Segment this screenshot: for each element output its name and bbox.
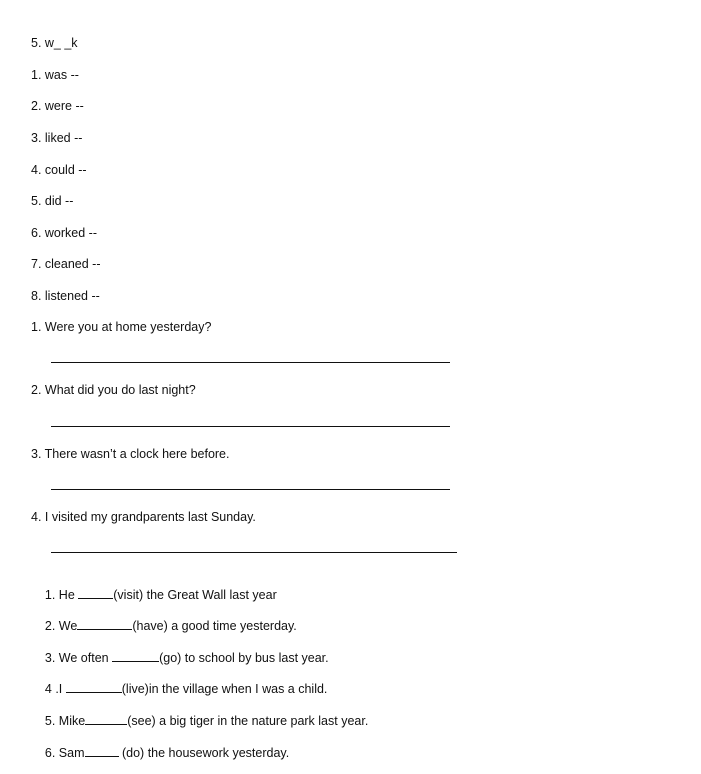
fill-blank-4[interactable] [66,681,122,693]
fill-blank-3[interactable] [112,650,159,662]
fill-item-text: 5. Mike [44,714,86,728]
question-2: 2. What did you do last night? [31,383,196,397]
list-item: 1. was -- [31,68,79,82]
fill-blank-1[interactable] [78,587,113,599]
list-item: 2. were -- [31,99,84,113]
answer-line-4[interactable] [51,552,457,553]
fill-blank-5[interactable] [85,713,127,725]
fill-item-text: (live)in the village when I was a child. [121,682,328,696]
fill-item-text: (have) a good time yesterday. [132,619,297,633]
fill-item-text: (do) the housework yesterday. [118,746,290,760]
fill-item-text: 6. Sam [44,746,85,760]
list-item: 7. cleaned -- [31,257,101,271]
question-1: 1. Were you at home yesterday? [31,320,212,334]
fill-item-text: (visit) the Great Wall last year [113,588,277,602]
list-item: 6. worked -- [31,226,97,240]
fill-item-text: 2. We [44,619,78,633]
answer-line-2[interactable] [51,426,450,427]
question-4: 4. I visited my grandparents last Sunday. [31,510,256,524]
answer-line-3[interactable] [51,489,450,490]
fill-item-text: 3. We often [44,651,113,665]
list-item: 5. did -- [31,194,74,208]
fill-item-text: (see) a big tiger in the nature park last year. [127,714,369,728]
fill-item-text: (go) to school by bus last year. [159,651,329,665]
list-item: 4. could -- [31,163,87,177]
fill-blank-6[interactable] [85,745,119,757]
question-3: 3. There wasn’t a clock here before. [31,447,230,461]
answer-line-1[interactable] [51,362,450,363]
list-item: 8. listened -- [31,289,100,303]
fill-item-text: 1. He [44,588,79,602]
fill-item-6 [31,731,289,774]
fill-item-text: 4 .I [44,682,66,696]
list-item: 3. liked -- [31,131,83,145]
fill-blank-2[interactable] [77,618,132,630]
word-puzzle-5: 5. w_ _k [31,36,78,50]
